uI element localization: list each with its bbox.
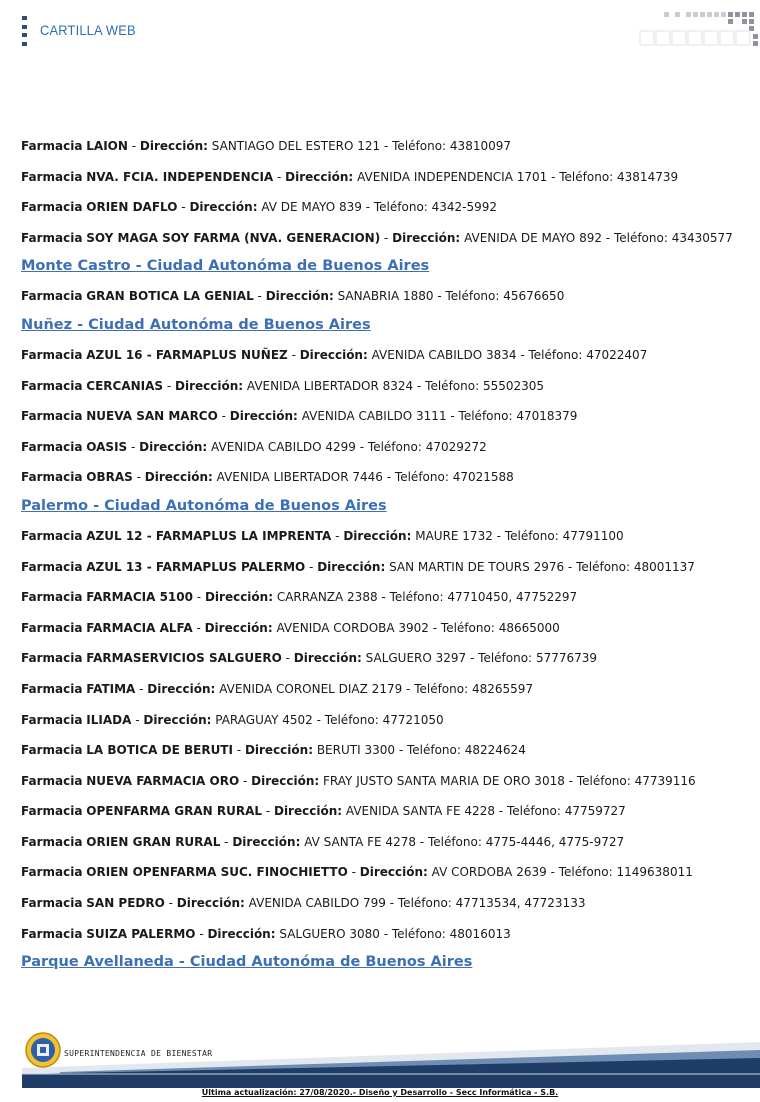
pharmacy-name: FARMASERVICIOS SALGUERO <box>86 651 282 666</box>
pharmacy-row: Farmacia LA BOTICA DE BERUTI - Dirección: BERUTI 3300 - Teléfono: 48224624 <box>21 743 526 758</box>
pharmacy-address: AVENIDA INDEPENDENCIA 1701 <box>357 169 548 184</box>
address-label: Dirección: <box>139 439 208 454</box>
pharmacy-row: Farmacia SUIZA PALERMO - Dirección: SALGUERO 3080 - Teléfono: 48016013 <box>21 926 511 941</box>
address-label: Dirección: <box>176 896 245 911</box>
pharmacy-name: NVA. FCIA. INDEPENDENCIA <box>86 169 274 184</box>
phone-label: Teléfono: <box>324 712 379 727</box>
phone-label: Teléfono: <box>367 439 422 454</box>
address-label: Dirección: <box>204 620 273 635</box>
pharmacy-name: LAION <box>86 139 128 153</box>
address-label: Dirección: <box>251 773 320 788</box>
pharmacy-name: NUEVA FARMACIA ORO <box>86 773 240 788</box>
address-label: Dirección: <box>229 409 298 424</box>
address-label: Dirección: <box>299 347 368 362</box>
phone-label: Teléfono: <box>397 896 452 911</box>
phone-label: Teléfono: <box>506 804 561 819</box>
phone-label: Teléfono: <box>440 620 495 635</box>
phone-label: Teléfono: <box>406 743 461 758</box>
pharmacy-directory <box>21 138 741 984</box>
pharmacy-label: Farmacia <box>21 590 83 605</box>
address-label: Dirección: <box>392 230 461 245</box>
pharmacy-address: SANABRIA 1880 <box>337 289 434 304</box>
pharmacy-label: Farmacia <box>21 651 83 666</box>
pharmacy-phone: 57776739 <box>535 651 598 666</box>
pharmacy-address: FRAY JUSTO SANTA MARIA DE ORO 3018 <box>323 773 565 788</box>
pharmacy-phone: 47710450, 47752297 <box>447 590 578 605</box>
pharmacy-row: Farmacia AZUL 16 - FARMAPLUS NUÑEZ - Dirección: AVENIDA CABILDO 3834 - Teléfono: 47022407 <box>21 347 648 362</box>
pharmacy-phone: 47791100 <box>562 528 624 543</box>
pharmacy-address: AVENIDA CABILDO 3111 <box>301 409 447 424</box>
address-label: Dirección: <box>175 378 244 393</box>
pharmacy-row: Farmacia ORIEN OPENFARMA SUC. FINOCHIETTO - Dirección: AV CORDOBA 2639 - Teléfono: 1149638011 <box>21 865 693 880</box>
pharmacy-label: Farmacia <box>21 773 83 788</box>
neighborhood-heading[interactable]: Palermo - Ciudad Autonóma de Buenos Aires <box>21 497 387 514</box>
pharmacy-address: AV SANTA FE 4278 <box>304 834 416 849</box>
pharmacy-row: Farmacia OBRAS - Dirección: AVENIDA LIBERTADOR 7446 - Teléfono: 47021588 <box>21 470 514 485</box>
address-label: Dirección: <box>244 743 313 758</box>
pharmacy-phone: 48265597 <box>471 681 534 696</box>
address-label: Dirección: <box>265 289 334 304</box>
pharmacy-row: Farmacia FARMACIA ALFA - Dirección: AVENIDA CORDOBA 3902 - Teléfono: 48665000 <box>21 620 560 635</box>
pharmacy-address: PARAGUAY 4502 <box>215 712 313 727</box>
pharmacy-name: AZUL 13 - FARMAPLUS PALERMO <box>86 559 306 574</box>
pharmacy-phone: 48016013 <box>449 926 511 941</box>
pharmacy-row: Farmacia AZUL 13 - FARMAPLUS PALERMO - Dirección: SAN MARTIN DE TOURS 2976 - Teléfono: 48001137 <box>21 559 695 574</box>
pharmacy-address: AVENIDA CORONEL DIAZ 2179 <box>219 681 403 696</box>
pharmacy-row: Farmacia NVA. FCIA. INDEPENDENCIA - Dirección: AVENIDA INDEPENDENCIA 1701 - Teléfono: 43814739 <box>21 169 679 184</box>
pharmacy-phone: 45676650 <box>503 289 565 304</box>
last-updated-note: Última actualización: 27/08/2020.- Diseño y Desarrollo - Secc Informática - S.B. <box>201 1088 559 1097</box>
pharmacy-row: Farmacia AZUL 12 - FARMAPLUS LA IMPRENTA - Dirección: MAURE 1732 - Teléfono: 47791100 <box>21 528 624 543</box>
pharmacy-address: AVENIDA CABILDO 799 <box>248 896 386 911</box>
pharmacy-name: ORIEN GRAN RURAL <box>86 834 221 849</box>
pharmacy-label: Farmacia <box>21 926 83 941</box>
pharmacy-name: OBRAS <box>86 470 133 485</box>
phone-label: Teléfono: <box>425 378 480 393</box>
pharmacy-phone: 47721050 <box>382 712 444 727</box>
phone-label: Teléfono: <box>478 651 533 666</box>
pharmacy-row: Farmacia FARMASERVICIOS SALGUERO - Dirección: SALGUERO 3297 - Teléfono: 57776739 <box>21 651 598 666</box>
pharmacy-row: Farmacia FATIMA - Dirección: AVENIDA CORONEL DIAZ 2179 - Teléfono: 48265597 <box>21 681 534 696</box>
pharmacy-address: AV DE MAYO 839 <box>261 200 362 215</box>
address-label: Dirección: <box>232 834 301 849</box>
phone-label: Teléfono: <box>389 590 444 605</box>
pharmacy-label: Farmacia <box>21 289 83 304</box>
pharmacy-row: Farmacia SOY MAGA SOY FARMA (NVA. GENERACION) - Dirección: AVENIDA DE MAYO 892 - Teléfono: 43430577 <box>21 230 733 245</box>
pharmacy-label: Farmacia <box>21 743 83 758</box>
pharmacy-label: Farmacia <box>21 865 83 880</box>
pharmacy-address: BERUTI 3300 <box>316 743 395 758</box>
address-label: Dirección: <box>273 804 343 819</box>
pharmacy-label: Farmacia <box>21 139 83 153</box>
pharmacy-label: Farmacia <box>21 712 83 727</box>
pharmacy-row: Farmacia ILIADA - Dirección: PARAGUAY 4502 - Teléfono: 47721050 <box>21 712 444 727</box>
pharmacy-name: LA BOTICA DE BERUTI <box>86 743 233 758</box>
pharmacy-row: Farmacia CERCANIAS - Dirección: AVENIDA LIBERTADOR 8324 - Teléfono: 55502305 <box>21 378 545 393</box>
pharmacy-phone: 47022407 <box>586 347 648 362</box>
decorative-squares-icon <box>635 8 760 48</box>
pharmacy-phone: 47759727 <box>564 804 626 819</box>
pharmacy-label: Farmacia <box>21 681 83 696</box>
pharmacy-phone: 43814739 <box>617 169 679 184</box>
phone-label: Teléfono: <box>391 926 446 941</box>
pharmacy-address: AVENIDA LIBERTADOR 8324 <box>246 378 414 393</box>
pharmacy-phone: 43810097 <box>449 139 511 153</box>
pharmacy-address: CARRANZA 2388 <box>276 590 378 605</box>
pharmacy-phone: 1149638011 <box>616 865 693 880</box>
pharmacy-label: Farmacia <box>21 200 83 215</box>
address-label: Dirección: <box>359 865 428 880</box>
phone-label: Teléfono: <box>576 559 631 574</box>
pharmacy-address: SALGUERO 3080 <box>279 926 380 941</box>
phone-label: Teléfono: <box>445 289 500 304</box>
page-title: CARTILLA WEB <box>40 22 136 38</box>
address-label: Dirección: <box>189 200 258 215</box>
pharmacy-address: SANTIAGO DEL ESTERO 121 <box>211 139 381 153</box>
address-label: Dirección: <box>147 681 216 696</box>
pharmacy-name: SOY MAGA SOY FARMA (NVA. GENERACION) <box>86 230 381 245</box>
phone-label: Teléfono: <box>458 409 513 424</box>
pharmacy-phone: 47739116 <box>634 773 696 788</box>
pharmacy-name: OASIS <box>86 439 128 454</box>
pharmacy-label: Farmacia <box>21 169 83 184</box>
neighborhood-heading[interactable]: Nuñez - Ciudad Autonóma de Buenos Aires <box>21 316 371 333</box>
pharmacy-address: AVENIDA CABILDO 3834 <box>371 347 517 362</box>
phone-label: Teléfono: <box>559 169 614 184</box>
address-label: Dirección: <box>144 470 213 485</box>
address-label: Dirección: <box>204 590 274 605</box>
phone-label: Teléfono: <box>392 139 447 153</box>
address-label: Dirección: <box>207 926 276 941</box>
pharmacy-name: AZUL 16 - FARMAPLUS NUÑEZ <box>86 347 288 362</box>
pharmacy-name: OPENFARMA GRAN RURAL <box>86 804 263 819</box>
pharmacy-address: SALGUERO 3297 <box>365 651 467 666</box>
pharmacy-phone: 43430577 <box>671 230 733 245</box>
pharmacy-address: AVENIDA CABILDO 4299 <box>211 439 356 454</box>
pharmacy-phone: 48224624 <box>464 743 526 758</box>
pharmacy-address: AVENIDA SANTA FE 4228 <box>345 804 495 819</box>
pharmacy-label: Farmacia <box>21 347 83 362</box>
phone-label: Teléfono: <box>373 200 428 215</box>
pharmacy-label: Farmacia <box>21 896 83 911</box>
pharmacy-label: Farmacia <box>21 470 83 485</box>
pharmacy-address: AVENIDA LIBERTADOR 7446 <box>216 470 383 485</box>
pharmacy-phone: 47029272 <box>425 439 487 454</box>
pharmacy-name: CERCANIAS <box>86 378 164 393</box>
pharmacy-phone: 47713534, 47723133 <box>455 896 586 911</box>
pharmacy-name: FARMACIA ALFA <box>86 620 193 635</box>
phone-label: Teléfono: <box>427 834 482 849</box>
pharmacy-phone: 4775-4446, 4775-9727 <box>485 834 625 849</box>
pharmacy-label: Farmacia <box>21 439 83 454</box>
pharmacy-row: Farmacia NUEVA SAN MARCO - Dirección: AVENIDA CABILDO 3111 - Teléfono: 47018379 <box>21 409 578 424</box>
phone-label: Teléfono: <box>528 347 583 362</box>
pharmacy-label: Farmacia <box>21 528 83 543</box>
logo-bars-icon <box>22 16 27 46</box>
page-header <box>0 0 760 60</box>
pharmacy-address: AVENIDA CORDOBA 3902 <box>276 620 429 635</box>
address-label: Dirección: <box>317 559 386 574</box>
pharmacy-name: FATIMA <box>86 681 136 696</box>
pharmacy-name: AZUL 12 - FARMAPLUS LA IMPRENTA <box>86 528 332 543</box>
pharmacy-name: FARMACIA 5100 <box>86 590 193 605</box>
pharmacy-row: Farmacia OPENFARMA GRAN RURAL - Dirección: AVENIDA SANTA FE 4228 - Teléfono: 47759727 <box>21 804 626 819</box>
pharmacy-row: Farmacia SAN PEDRO - Dirección: AVENIDA CABILDO 799 - Teléfono: 47713534, 47723133 <box>21 896 586 911</box>
organization-name: SUPERINTENDENCIA DE BIENESTAR <box>64 1049 213 1058</box>
address-label: Dirección: <box>293 651 362 666</box>
phone-label: Teléfono: <box>613 230 668 245</box>
pharmacy-row: Farmacia ORIEN GRAN RURAL - Dirección: AV SANTA FE 4278 - Teléfono: 4775-4446, 4775-9727 <box>21 834 625 849</box>
pharmacy-phone: 47021588 <box>452 470 514 485</box>
pharmacy-row: Farmacia NUEVA FARMACIA ORO - Dirección: FRAY JUSTO SANTA MARIA DE ORO 3018 - Teléfono: 47739116 <box>21 773 696 788</box>
pharmacy-name: NUEVA SAN MARCO <box>86 409 218 424</box>
pharmacy-phone: 48001137 <box>633 559 695 574</box>
pharmacy-row: Farmacia GRAN BOTICA LA GENIAL - Dirección: SANABRIA 1880 - Teléfono: 45676650 <box>21 289 565 304</box>
pharmacy-row: Farmacia LAION - Dirección: SANTIAGO DEL ESTERO 121 - Teléfono: 43810097 <box>21 139 511 153</box>
pharmacy-label: Farmacia <box>21 834 83 849</box>
phone-label: Teléfono: <box>558 865 613 880</box>
phone-label: Teléfono: <box>414 681 469 696</box>
address-label: Dirección: <box>343 528 412 543</box>
pharmacy-label: Farmacia <box>21 409 83 424</box>
pharmacy-address: AVENIDA DE MAYO 892 <box>464 230 602 245</box>
pharmacy-name: ORIEN OPENFARMA SUC. FINOCHIETTO <box>86 865 348 880</box>
address-label: Dirección: <box>139 139 208 153</box>
phone-label: Teléfono: <box>576 773 631 788</box>
pharmacy-row: Farmacia OASIS - Dirección: AVENIDA CABILDO 4299 - Teléfono: 47029272 <box>21 439 487 454</box>
pharmacy-address: MAURE 1732 <box>415 528 493 543</box>
pharmacy-name: ILIADA <box>86 712 132 727</box>
pharmacy-phone: 55502305 <box>482 378 545 393</box>
neighborhood-heading[interactable]: Parque Avellaneda - Ciudad Autonóma de Buenos Aires <box>21 954 473 971</box>
phone-label: Teléfono: <box>504 528 559 543</box>
neighborhood-heading[interactable]: Monte Castro - Ciudad Autonóma de Buenos Aires <box>21 258 430 275</box>
address-label: Dirección: <box>285 169 354 184</box>
pharmacy-phone: 48665000 <box>498 620 560 635</box>
pharmacy-label: Farmacia <box>21 804 83 819</box>
pharmacy-address: SAN MARTIN DE TOURS 2976 <box>389 559 565 574</box>
pharmacy-label: Farmacia <box>21 230 83 245</box>
pharmacy-label: Farmacia <box>21 559 83 574</box>
pharmacy-address: AV CORDOBA 2639 <box>431 865 547 880</box>
pharmacy-label: Farmacia <box>21 378 83 393</box>
pharmacy-name: ORIEN DAFLO <box>86 200 178 215</box>
pharmacy-name: SAN PEDRO <box>86 896 165 911</box>
pharmacy-row: Farmacia FARMACIA 5100 - Dirección: CARRANZA 2388 - Teléfono: 47710450, 47752297 <box>21 590 578 605</box>
phone-label: Teléfono: <box>394 470 449 485</box>
address-label: Dirección: <box>143 712 212 727</box>
pharmacy-phone: 47018379 <box>516 409 578 424</box>
pharmacy-name: SUIZA PALERMO <box>86 926 196 941</box>
pharmacy-name: GRAN BOTICA LA GENIAL <box>86 289 254 304</box>
pharmacy-phone: 4342-5992 <box>431 200 498 215</box>
pharmacy-label: Farmacia <box>21 620 83 635</box>
pharmacy-row: Farmacia ORIEN DAFLO - Dirección: AV DE MAYO 839 - Teléfono: 4342-5992 <box>21 200 498 215</box>
